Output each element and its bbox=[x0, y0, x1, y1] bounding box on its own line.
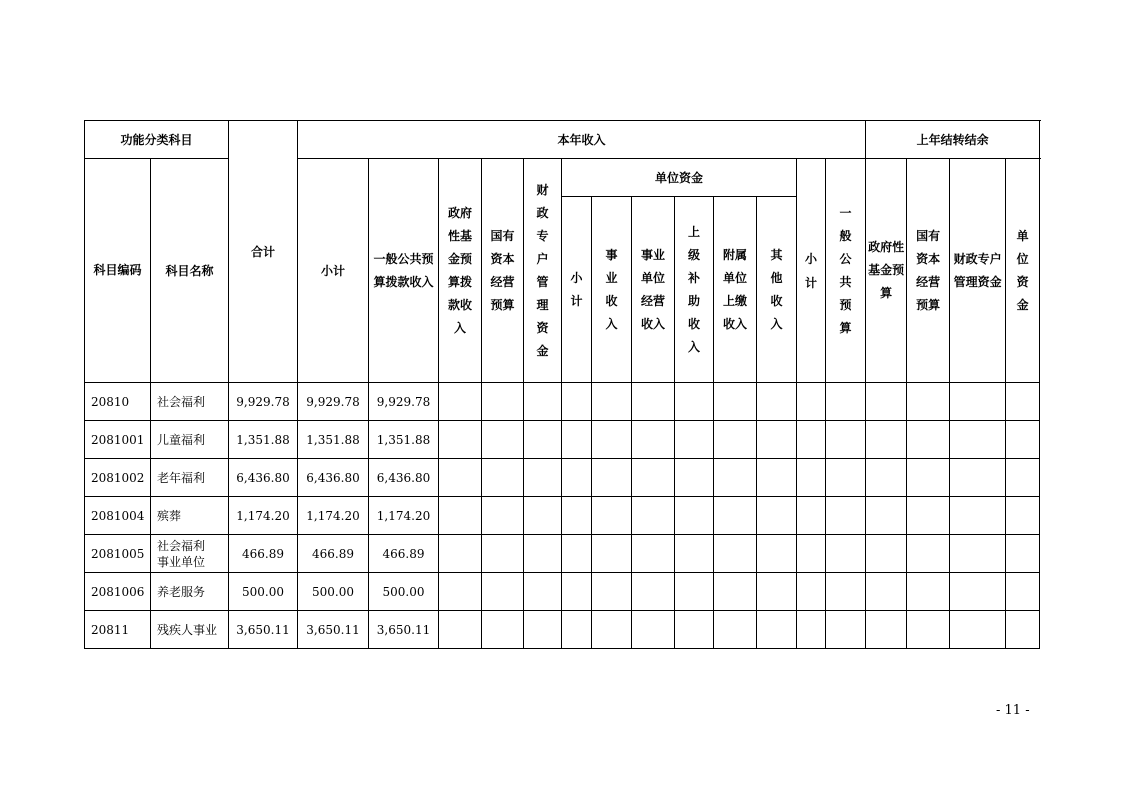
row-code: 20811 bbox=[85, 611, 151, 649]
empty-cell bbox=[562, 535, 592, 573]
empty-cell bbox=[439, 611, 482, 649]
row-subtotal: 6,436.80 bbox=[298, 459, 369, 497]
row-code: 2081004 bbox=[85, 497, 151, 535]
empty-cell bbox=[562, 459, 592, 497]
header-state-capital-budget: 国有资本经营预算 bbox=[482, 159, 524, 383]
header-carry-state-capital-budget: 国有资本经营预算 bbox=[907, 159, 950, 383]
empty-cell bbox=[592, 459, 632, 497]
empty-cell bbox=[482, 459, 524, 497]
empty-cell bbox=[524, 459, 562, 497]
row-general-public-budget: 500.00 bbox=[369, 573, 439, 611]
empty-cell bbox=[675, 497, 714, 535]
empty-cell bbox=[524, 535, 562, 573]
empty-cell bbox=[632, 421, 675, 459]
empty-cell bbox=[757, 573, 797, 611]
empty-cell bbox=[482, 421, 524, 459]
empty-cell bbox=[714, 535, 757, 573]
empty-cell bbox=[439, 421, 482, 459]
empty-cell bbox=[1006, 497, 1040, 535]
header-functional-category: 功能分类科目 bbox=[85, 121, 229, 159]
row-total: 9,929.78 bbox=[229, 383, 298, 421]
row-total: 466.89 bbox=[229, 535, 298, 573]
empty-cell bbox=[482, 611, 524, 649]
row-total: 3,650.11 bbox=[229, 611, 298, 649]
empty-cell bbox=[866, 497, 907, 535]
row-subtotal: 9,929.78 bbox=[298, 383, 369, 421]
header-institution-income: 事业收入 bbox=[592, 197, 632, 383]
empty-cell bbox=[826, 573, 866, 611]
empty-cell bbox=[797, 459, 826, 497]
empty-cell bbox=[907, 383, 950, 421]
empty-cell bbox=[866, 611, 907, 649]
row-code: 2081002 bbox=[85, 459, 151, 497]
empty-cell bbox=[714, 383, 757, 421]
empty-cell bbox=[826, 611, 866, 649]
table-row bbox=[85, 535, 1040, 573]
table-row bbox=[85, 421, 1040, 459]
header-other-income: 其他收入 bbox=[757, 197, 797, 383]
header-unit-subtotal: 小计 bbox=[562, 197, 592, 383]
empty-cell bbox=[757, 459, 797, 497]
header-carry-subtotal: 小计 bbox=[797, 159, 826, 383]
empty-cell bbox=[907, 535, 950, 573]
empty-cell bbox=[562, 611, 592, 649]
empty-cell bbox=[482, 497, 524, 535]
header-fiscal-special-account-fund: 财政专户管理资金 bbox=[524, 159, 562, 383]
empty-cell bbox=[797, 421, 826, 459]
empty-cell bbox=[714, 421, 757, 459]
empty-cell bbox=[950, 421, 1006, 459]
empty-cell bbox=[592, 421, 632, 459]
empty-cell bbox=[632, 611, 675, 649]
row-subtotal: 500.00 bbox=[298, 573, 369, 611]
empty-cell bbox=[482, 535, 524, 573]
empty-cell bbox=[632, 497, 675, 535]
row-code: 20810 bbox=[85, 383, 151, 421]
empty-cell bbox=[524, 421, 562, 459]
empty-cell bbox=[1006, 459, 1040, 497]
empty-cell bbox=[866, 459, 907, 497]
empty-cell bbox=[592, 497, 632, 535]
row-general-public-budget: 466.89 bbox=[369, 535, 439, 573]
table-row bbox=[85, 573, 1040, 611]
row-general-public-budget: 9,929.78 bbox=[369, 383, 439, 421]
empty-cell bbox=[797, 497, 826, 535]
empty-cell bbox=[1006, 421, 1040, 459]
row-total: 1,174.20 bbox=[229, 497, 298, 535]
row-general-public-budget: 1,174.20 bbox=[369, 497, 439, 535]
header-unit-funds: 单位资金 bbox=[562, 159, 797, 197]
empty-cell bbox=[524, 383, 562, 421]
empty-cell bbox=[950, 573, 1006, 611]
empty-cell bbox=[757, 383, 797, 421]
empty-cell bbox=[482, 383, 524, 421]
empty-cell bbox=[714, 573, 757, 611]
empty-cell bbox=[562, 383, 592, 421]
empty-cell bbox=[866, 573, 907, 611]
empty-cell bbox=[907, 497, 950, 535]
table-row bbox=[85, 611, 1040, 649]
empty-cell bbox=[826, 383, 866, 421]
row-subtotal: 3,650.11 bbox=[298, 611, 369, 649]
table-row bbox=[85, 383, 1040, 421]
row-code: 2081001 bbox=[85, 421, 151, 459]
row-name: 社会福利 bbox=[151, 383, 229, 421]
empty-cell bbox=[826, 497, 866, 535]
header-carry-general-public-budget: 一般公共预算 bbox=[826, 159, 866, 383]
empty-cell bbox=[592, 573, 632, 611]
empty-cell bbox=[1006, 611, 1040, 649]
empty-cell bbox=[675, 611, 714, 649]
empty-cell bbox=[675, 421, 714, 459]
empty-cell bbox=[632, 573, 675, 611]
empty-cell bbox=[562, 573, 592, 611]
empty-cell bbox=[1006, 573, 1040, 611]
empty-cell bbox=[675, 573, 714, 611]
header-carry-unit-funds: 单位资金 bbox=[1006, 159, 1040, 383]
row-general-public-budget: 6,436.80 bbox=[369, 459, 439, 497]
empty-cell bbox=[950, 383, 1006, 421]
empty-cell bbox=[757, 535, 797, 573]
header-previous-year-carryover: 上年结转结余 bbox=[866, 121, 1040, 159]
empty-cell bbox=[950, 535, 1006, 573]
empty-cell bbox=[439, 497, 482, 535]
row-total: 1,351.88 bbox=[229, 421, 298, 459]
empty-cell bbox=[826, 421, 866, 459]
header-total: 合计 bbox=[229, 121, 298, 383]
header-superior-subsidy-income: 上级补助收入 bbox=[675, 197, 714, 383]
row-code: 2081005 bbox=[85, 535, 151, 573]
empty-cell bbox=[714, 497, 757, 535]
empty-cell bbox=[524, 611, 562, 649]
empty-cell bbox=[797, 383, 826, 421]
empty-cell bbox=[866, 535, 907, 573]
empty-cell bbox=[797, 611, 826, 649]
empty-cell bbox=[562, 421, 592, 459]
header-subject-code: 科目编码 bbox=[85, 159, 151, 383]
empty-cell bbox=[866, 421, 907, 459]
empty-cell bbox=[592, 383, 632, 421]
header-general-public-budget-allocation: 一般公共预算拨款收入 bbox=[369, 159, 439, 383]
empty-cell bbox=[592, 535, 632, 573]
empty-cell bbox=[439, 459, 482, 497]
empty-cell bbox=[439, 383, 482, 421]
empty-cell bbox=[866, 383, 907, 421]
empty-cell bbox=[632, 383, 675, 421]
header-carry-gov-fund-budget: 政府性基金预算 bbox=[866, 159, 907, 383]
empty-cell bbox=[950, 611, 1006, 649]
budget-income-table bbox=[84, 120, 1040, 649]
empty-cell bbox=[757, 421, 797, 459]
header-current-year-income: 本年收入 bbox=[298, 121, 866, 159]
empty-cell bbox=[797, 535, 826, 573]
empty-cell bbox=[950, 497, 1006, 535]
empty-cell bbox=[950, 459, 1006, 497]
empty-cell bbox=[439, 535, 482, 573]
header-subject-name: 科目名称 bbox=[151, 159, 229, 383]
table-row bbox=[85, 459, 1040, 497]
empty-cell bbox=[675, 459, 714, 497]
row-name: 儿童福利 bbox=[151, 421, 229, 459]
empty-cell bbox=[632, 459, 675, 497]
row-name: 社会福利事业单位 bbox=[151, 535, 229, 573]
empty-cell bbox=[1006, 383, 1040, 421]
header-institution-business-income: 事业单位经营收入 bbox=[632, 197, 675, 383]
row-subtotal: 1,351.88 bbox=[298, 421, 369, 459]
row-general-public-budget: 1,351.88 bbox=[369, 421, 439, 459]
header-carry-fiscal-special-account: 财政专户管理资金 bbox=[950, 159, 1006, 383]
empty-cell bbox=[632, 535, 675, 573]
row-subtotal: 1,174.20 bbox=[298, 497, 369, 535]
row-name: 殡葬 bbox=[151, 497, 229, 535]
empty-cell bbox=[757, 497, 797, 535]
page-number: - 11 - bbox=[996, 703, 1030, 718]
table-row bbox=[85, 497, 1040, 535]
empty-cell bbox=[907, 573, 950, 611]
row-name: 残疾人事业 bbox=[151, 611, 229, 649]
row-name: 养老服务 bbox=[151, 573, 229, 611]
row-name: 老年福利 bbox=[151, 459, 229, 497]
empty-cell bbox=[714, 459, 757, 497]
empty-cell bbox=[757, 611, 797, 649]
empty-cell bbox=[797, 573, 826, 611]
empty-cell bbox=[592, 611, 632, 649]
empty-cell bbox=[562, 497, 592, 535]
empty-cell bbox=[524, 573, 562, 611]
empty-cell bbox=[675, 535, 714, 573]
empty-cell bbox=[439, 573, 482, 611]
empty-cell bbox=[907, 459, 950, 497]
empty-cell bbox=[907, 611, 950, 649]
header-subtotal: 小计 bbox=[298, 159, 369, 383]
empty-cell bbox=[482, 573, 524, 611]
empty-cell bbox=[524, 497, 562, 535]
empty-cell bbox=[675, 383, 714, 421]
header-gov-fund-budget-allocation: 政府性基金预算拨款收入 bbox=[439, 159, 482, 383]
empty-cell bbox=[826, 459, 866, 497]
empty-cell bbox=[907, 421, 950, 459]
header-subordinate-remittance-income: 附属单位上缴收入 bbox=[714, 197, 757, 383]
empty-cell bbox=[1006, 535, 1040, 573]
row-total: 500.00 bbox=[229, 573, 298, 611]
row-code: 2081006 bbox=[85, 573, 151, 611]
empty-cell bbox=[714, 611, 757, 649]
empty-cell bbox=[826, 535, 866, 573]
row-general-public-budget: 3,650.11 bbox=[369, 611, 439, 649]
row-subtotal: 466.89 bbox=[298, 535, 369, 573]
row-total: 6,436.80 bbox=[229, 459, 298, 497]
